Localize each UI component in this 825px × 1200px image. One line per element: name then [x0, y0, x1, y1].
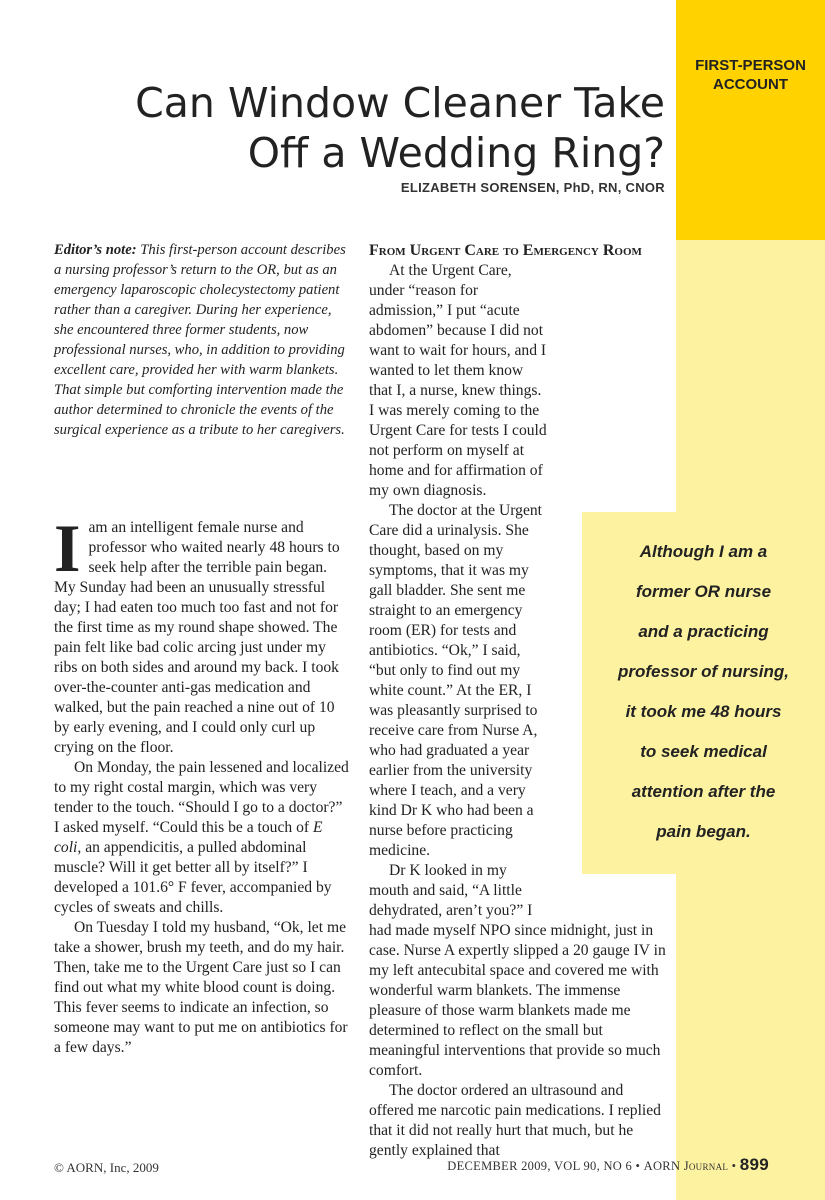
section-label-line-1: FIRST-PERSON: [695, 57, 806, 74]
paragraph-text: On Monday, the pain lessened and localized to my right costal margin, which was very tender to the touch. “Should I go to a doctor?” I asked myself. “Could this be a touch of: [54, 759, 349, 836]
title-line-1: Can Window Cleaner Take: [135, 79, 665, 127]
issue-date: DECEMBER 2009, VOL 90, NO 6: [447, 1159, 633, 1173]
body-paragraph: [54, 758, 350, 918]
pull-quote-line: professor of nursing,: [618, 662, 789, 681]
editor-note-lead: Editor’s note:: [54, 242, 137, 258]
pull-quote-line: pain began.: [656, 822, 751, 841]
pull-quote-line: former OR nurse: [635, 582, 772, 601]
section-color-band: [676, 0, 825, 240]
body-paragraph: Dr K looked in my mouth and said, “A little dehydrated, aren’t you?” I had made myself NPO since midnight, just in case. Nurse A expertly slipped a 20 gauge IV in my left antecubital space and covered me with wonderful warm blankets. The immense pleasure of those warm blankets made me determined to reflect on the small but meaningful interventions that provide so much comfort.: [369, 862, 666, 1079]
journal-name: AORN Journal: [643, 1159, 729, 1173]
section-label: [676, 56, 825, 94]
page-number: 899: [739, 1155, 769, 1174]
italic-term: E coli,: [54, 819, 323, 856]
pull-quote-line: to seek medical: [640, 742, 767, 761]
section-subhead: From Urgent Care to Emergency Room: [369, 242, 642, 259]
body-paragraph: On Tuesday I told my husband, “Ok, let me take a shower, brush my teeth, and do my hair. Then, take me to the Urgent Care just so I can find out what my white blood count is doing. This fever seems to indicate an infection, so someone may want to put me on antibiotics for a few days.”: [54, 919, 348, 1056]
footer-bullet: •: [731, 1159, 737, 1173]
body-paragraph: [54, 510, 350, 758]
editor-note: [54, 240, 346, 440]
editor-note-text: This first-person account describes a nursing professor’s return to the OR, but as an emergency laparoscopic cholecystectomy patient rather than a caregiver. During her experience, she encountered three former students, now professional nurses, who, in addition to providing excellent care, provided her with warm blankets. That simple but comforting intervention made the author determined to chronicle the events of the surgical experience as a tribute to her caregivers.: [54, 242, 346, 438]
pull-quote-line: it took me 48 hours: [625, 702, 782, 721]
article-title: [105, 78, 665, 178]
pull-quote: [582, 512, 825, 874]
body-paragraph: At the Urgent Care, under “reason for admission,” I put “acute abdomen” because I did not want to wait for hours, and I wanted to let them know that I, a nurse, knew things. I was merely coming to the Urgent Care for tests I could not perform on myself at home and for affirmation of my own diagnosis.: [369, 262, 547, 499]
left-column: [54, 510, 350, 1058]
footer-issue-info: [447, 1155, 769, 1175]
pull-quote-line: and a practicing: [638, 622, 769, 641]
footer-bullet: •: [635, 1159, 641, 1173]
pull-quote-line: attention after the: [631, 782, 776, 801]
paragraph-text: am an intelligent female nurse and professor who waited nearly 48 hours to seek help after the terrible pain began. My Sunday had been an unusually stressful day; I had eaten too much too fast and not for the first time as my round shape showed. The pain felt like bad colic arcing just under my ribs on both sides and around my back. I took over-the-counter anti-gas medication and walked, but the pain reached a nine out of 10 by early evening, and I could only curl up crying on the floor.: [54, 519, 340, 756]
copyright-notice: © AORN, Inc, 2009: [54, 1160, 159, 1175]
drop-cap: I: [54, 510, 81, 586]
author-byline: ELIZABETH SORENSEN, PhD, RN, CNOR: [400, 180, 665, 195]
section-label-line-2: ACCOUNT: [713, 76, 788, 93]
body-paragraph: The doctor at the Urgent Care did a urinalysis. She thought, based on my symptoms, that it was my gall bladder. She sent me straight to an emergency room (ER) for tests and antibiotics. “Ok,” I said, “but only to find out my white count.” At the ER, I was pleasantly surprised to receive care from Nurse A, who had graduated a year earlier from the university where I teach, and a very kind Dr K who had been a nurse before practicing medicine.: [369, 502, 542, 859]
body-paragraph: The doctor ordered an ultrasound and offered me narcotic pain medications. I replied that it did not really hurt that much, but he gently explained that: [369, 1082, 661, 1159]
paragraph-text: an appendicitis, a pulled abdominal muscle? Will it get better all by itself?” I developed a 101.6° F fever, accompanied by cycles of sweats and chills.: [54, 839, 332, 916]
pull-quote-line: Although I am a: [639, 542, 768, 561]
title-line-2: Off a Wedding Ring?: [247, 129, 665, 177]
